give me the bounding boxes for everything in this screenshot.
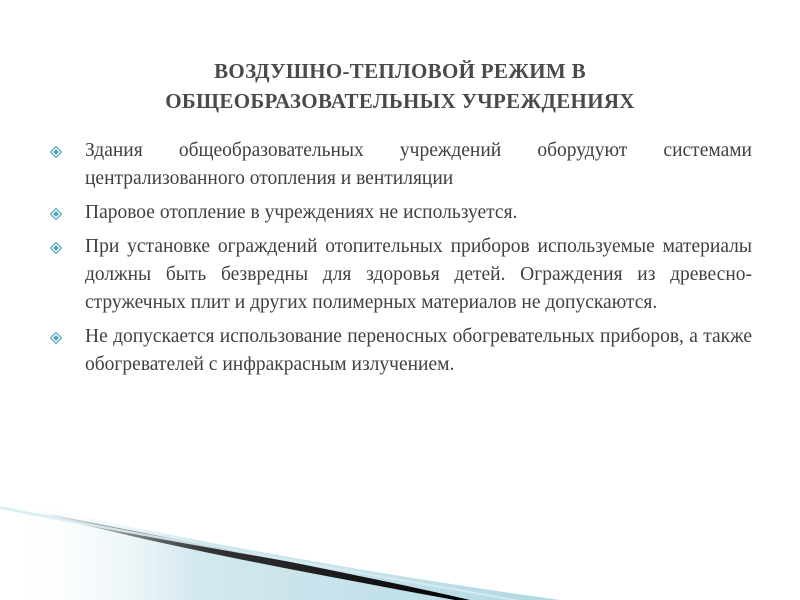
diamond-bullet-icon	[50, 208, 62, 220]
diamond-bullet-icon	[50, 146, 62, 158]
bullet-text: Паровое отопление в учреждениях не используется.	[85, 202, 518, 223]
bullet-text: Не допускается использование переносных обогревательных приборов, а также обогревателей с инфракрасным излучением.	[85, 326, 752, 375]
bullet-item-2	[50, 199, 752, 227]
corner-dark-band	[40, 512, 470, 600]
diamond-bullet-icon	[50, 242, 62, 254]
bullet-item-3	[50, 233, 752, 317]
bullet-text: Здания общеобразовательных учреждений оборудуют системами централизованного отопления и вентиляции	[85, 140, 752, 189]
bullet-item-4	[50, 323, 752, 379]
bullet-item-1	[50, 137, 752, 193]
corner-thin-band	[0, 506, 520, 600]
bullet-list	[50, 137, 752, 385]
slide-title-line-2: ОБЩЕОБРАЗОВАТЕЛЬНЫХ УЧРЕЖДЕНИЯХ	[165, 89, 635, 114]
bullet-text: При установке ограждений отопительных приборов используемые материалы должны быть безвредны для здоровья детей. Ограждения из древесно-стружечных плит и других полимерных материалов не допускаются.	[85, 236, 752, 313]
corner-light-band	[0, 498, 560, 600]
diamond-bullet-icon	[50, 332, 62, 344]
slide-title	[0, 56, 800, 116]
slide-title-line-1: ВОЗДУШНО-ТЕПЛОВОЙ РЕЖИМ В	[214, 59, 586, 84]
